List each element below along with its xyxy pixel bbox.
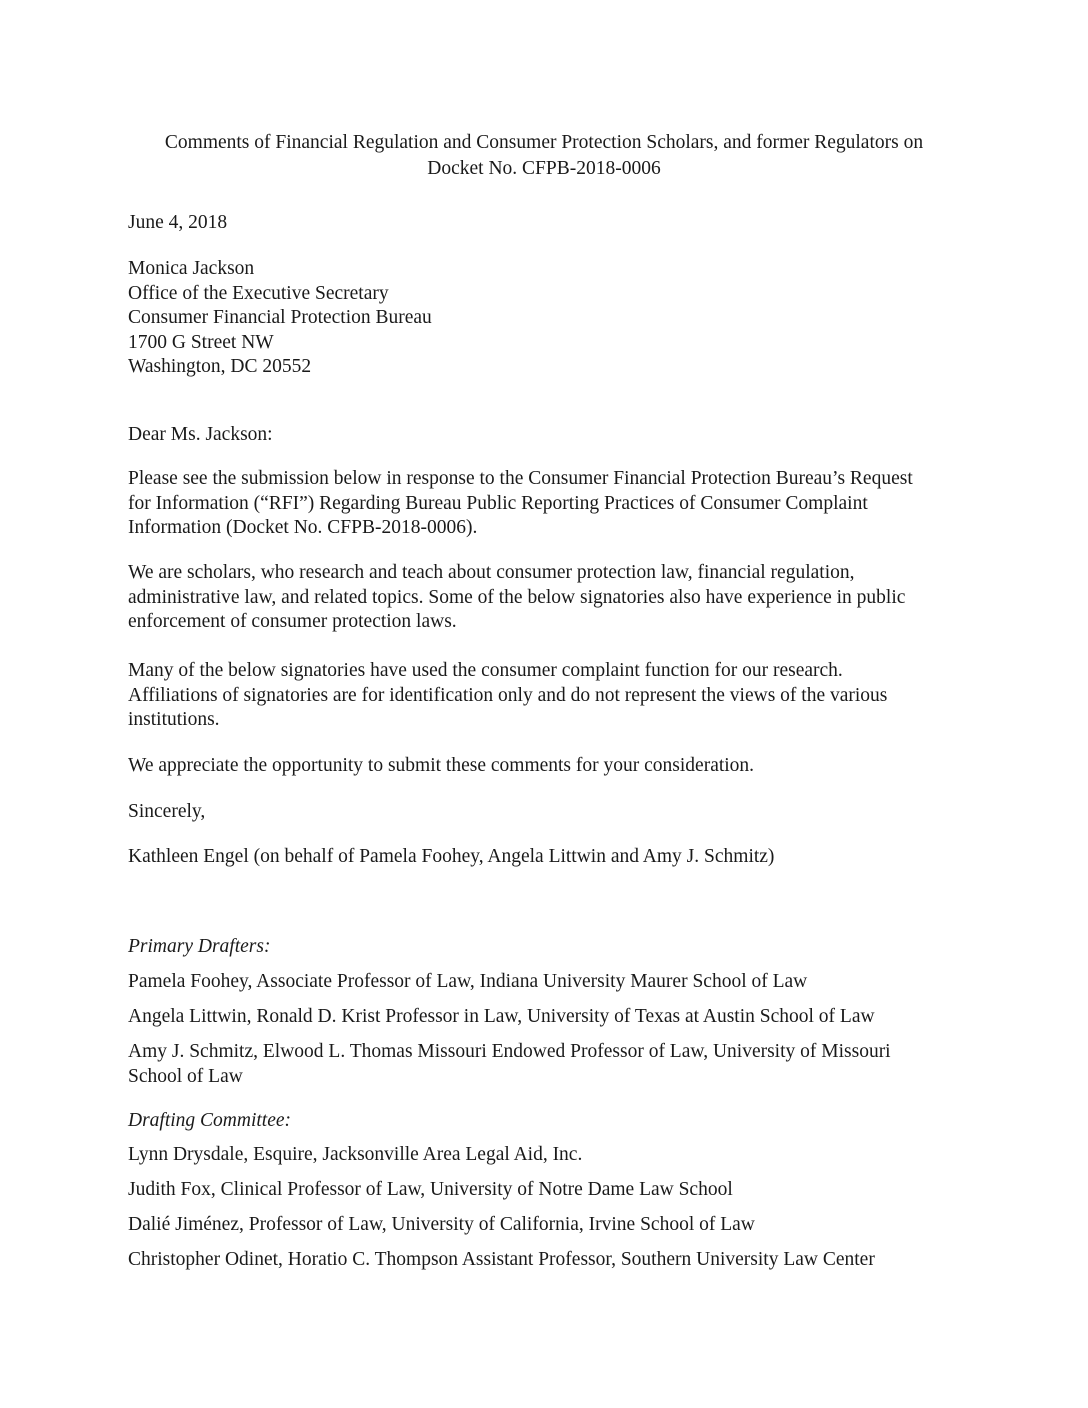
list-item: Dalié Jiménez, Professor of Law, University of California, Irvine School of Law (128, 1214, 755, 1235)
letter-date: June 4, 2018 (128, 212, 228, 233)
address-line: Office of the Executive Secretary (128, 282, 389, 304)
primary-drafters-heading: Primary Drafters: (128, 936, 271, 957)
paragraph-request: Please see the submission below in response to the Consumer Financial Protection Bureau’s Request for Information (“RFI”) Regarding Bureau Public Reporting Practices of Consumer Complaint Information (Docket No. CFPB-2018-0006). (128, 468, 913, 538)
address-line: Consumer Financial Protection Bureau (128, 307, 432, 328)
recipient-address (128, 257, 968, 380)
list-item: Angela Littwin, Ronald D. Krist Professor in Law, University of Texas at Austin School of Law (128, 1006, 875, 1027)
title-line-2: Docket No. CFPB-2018-0006 (427, 158, 661, 179)
paragraph-scholars: We are scholars, who research and teach about consumer protection law, financial regulation, administrative law, and related topics. Some of the below signatories also have experience in public enforcement of consumer protection laws. (128, 562, 906, 632)
list-item: Pamela Foohey, Associate Professor of Law, Indiana University Maurer School of Law (128, 971, 808, 992)
drafting-committee-heading: Drafting Committee: (128, 1110, 292, 1131)
list-item: Lynn Drysdale, Esquire, Jacksonville Area Legal Aid, Inc. (128, 1144, 583, 1165)
list-item: Judith Fox, Clinical Professor of Law, University of Notre Dame Law School (128, 1179, 733, 1200)
address-line: 1700 G Street NW (128, 331, 274, 353)
address-line: Washington, DC 20552 (128, 356, 312, 377)
list-item: Amy J. Schmitz, Elwood L. Thomas Missouri Endowed Professor of Law, University of Missouri School of Law (128, 1041, 891, 1087)
signature: Kathleen Engel (on behalf of Pamela Foohey, Angela Littwin and Amy J. Schmitz) (128, 846, 775, 867)
list-item: Christopher Odinet, Horatio C. Thompson Assistant Professor, Southern University Law Center (128, 1249, 875, 1270)
document-title (100, 130, 988, 182)
closing: Sincerely, (128, 801, 206, 822)
salutation: Dear Ms. Jackson: (128, 424, 273, 445)
address-line: Monica Jackson (128, 258, 255, 279)
paragraph-affiliations: Many of the below signatories have used the consumer complaint function for our research. Affiliations of signatories are for identification only and do not represent the views of the various institutions. (128, 660, 888, 730)
paragraph-appreciation: We appreciate the opportunity to submit these comments for your consideration. (128, 755, 755, 776)
title-line-1: Comments of Financial Regulation and Consumer Protection Scholars, and former Regulators on (164, 132, 924, 153)
